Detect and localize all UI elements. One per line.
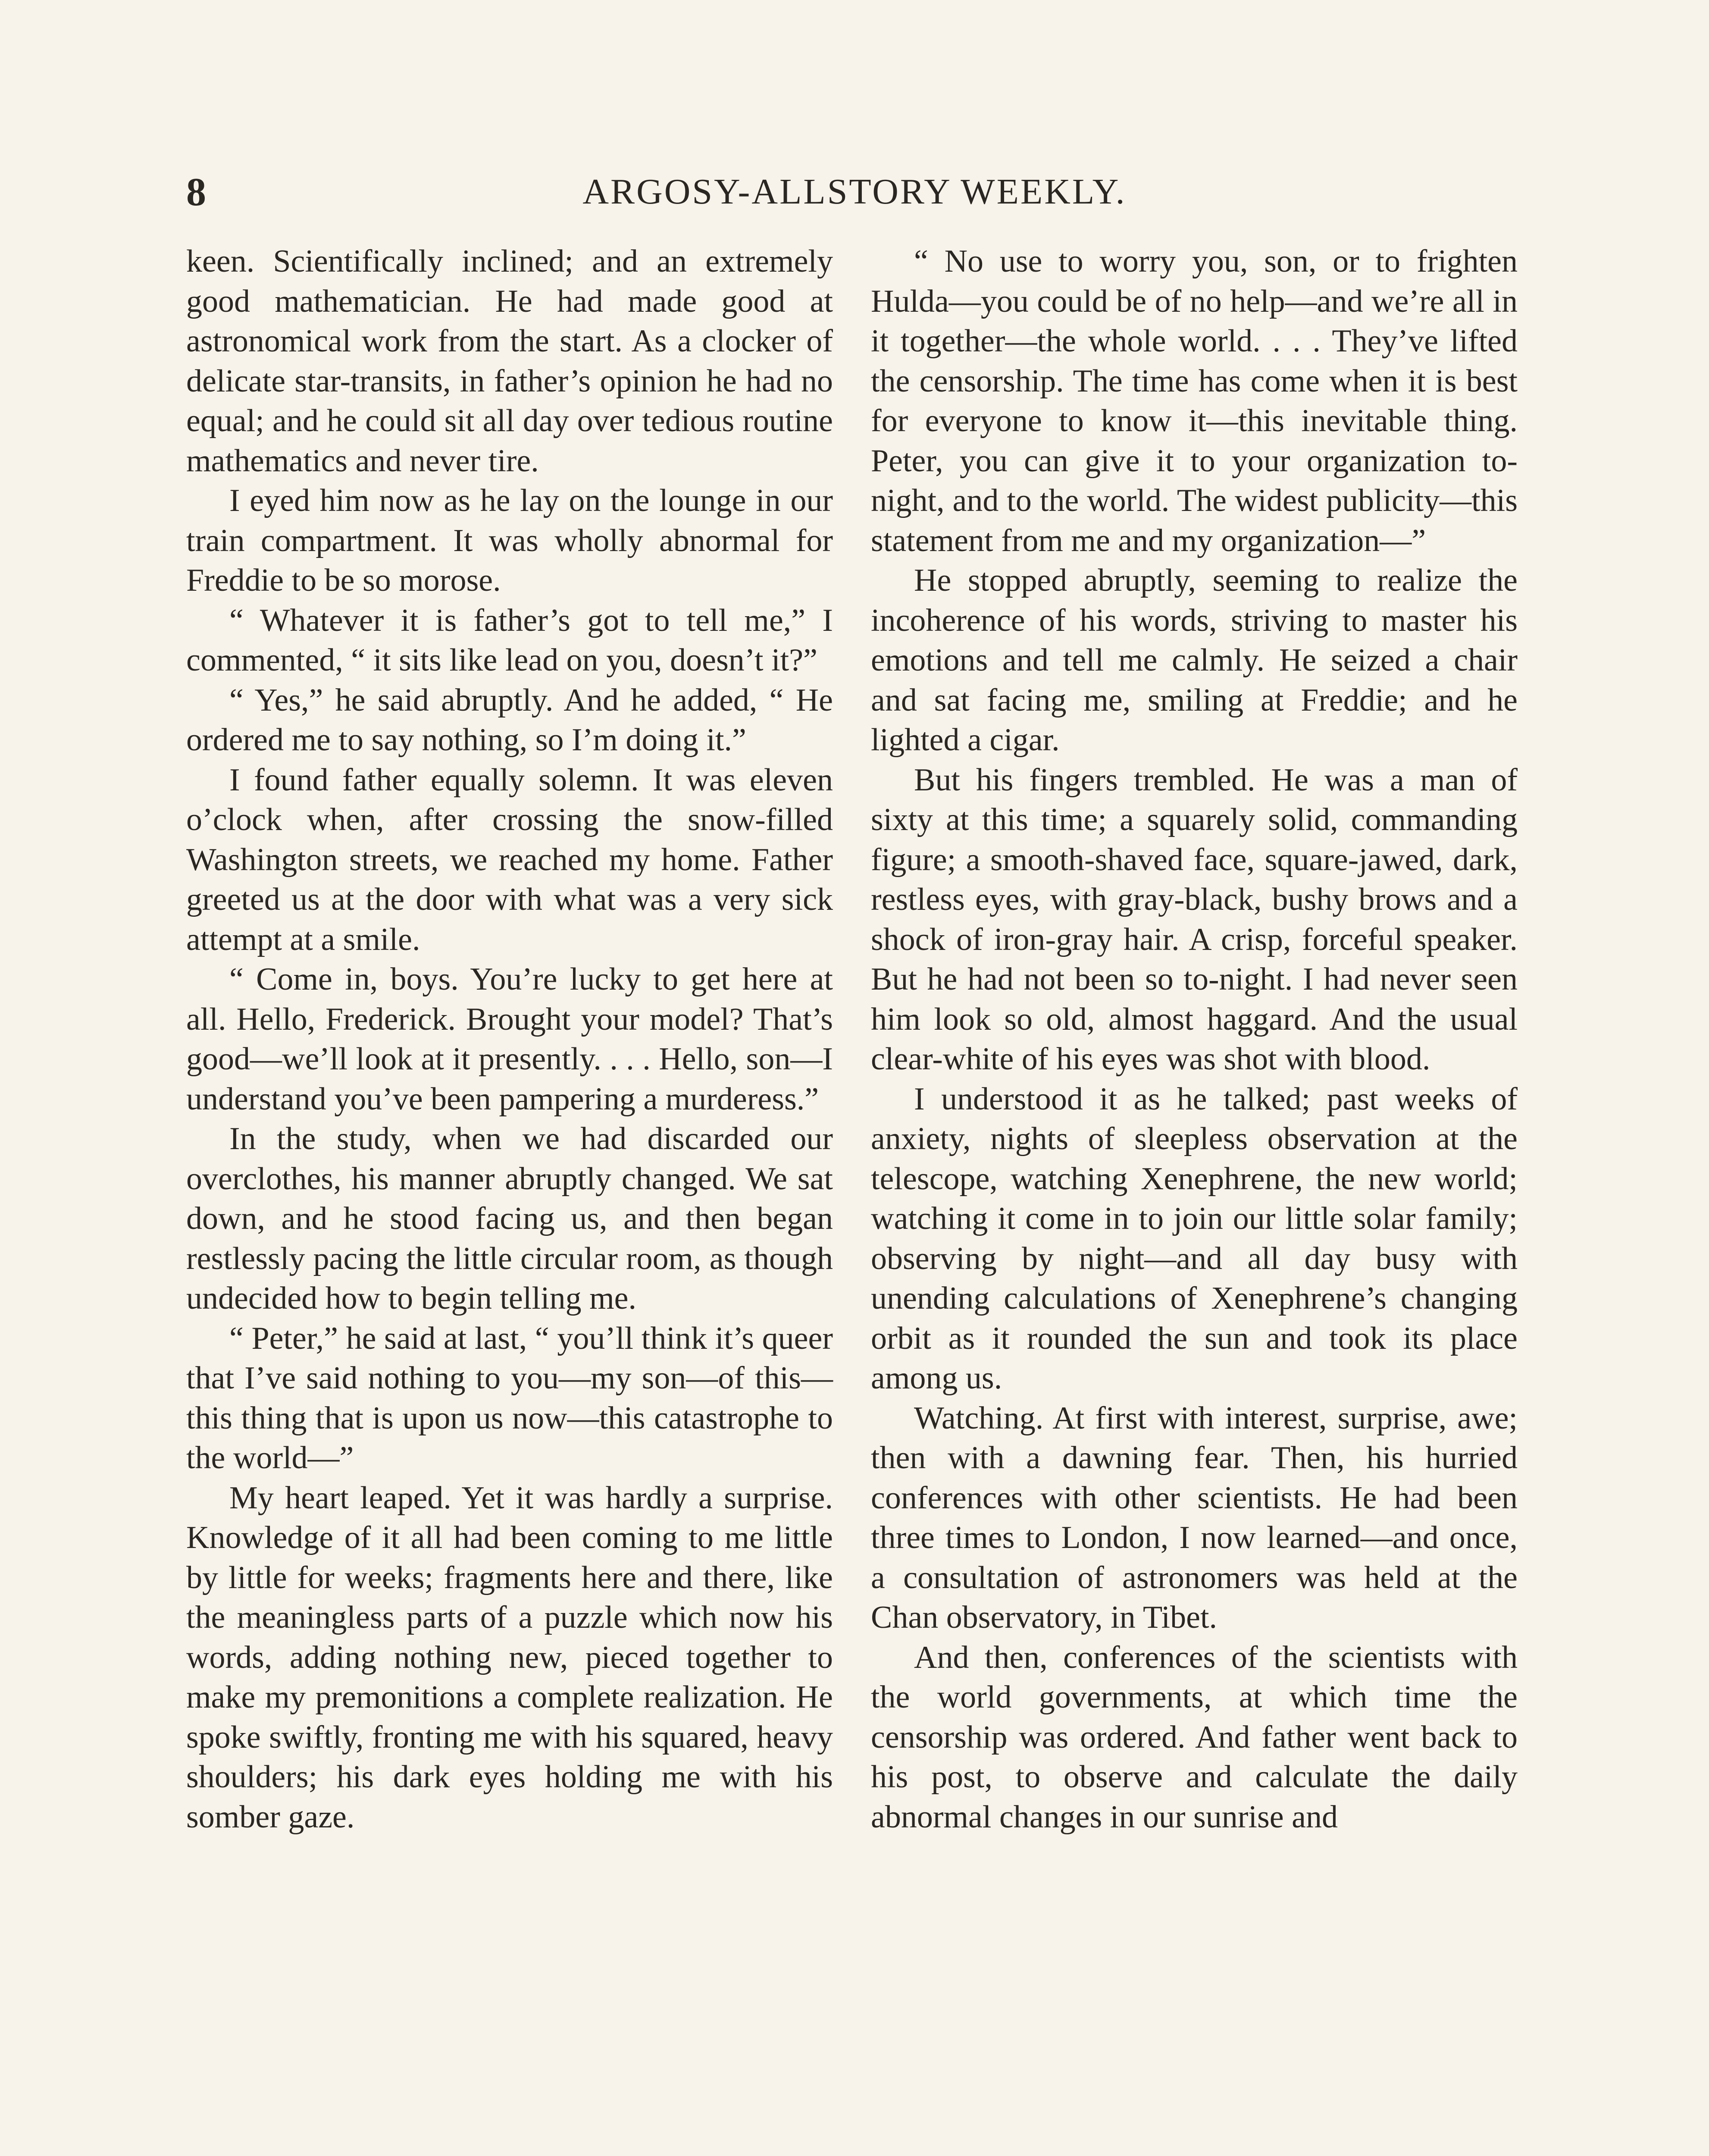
paragraph: “ Whatever it is father’s got to tell me,” I commented, “ it sits like lead on you, doesn’t it?”	[186, 602, 833, 678]
paragraph: My heart leaped. Yet it was hardly a surprise. Knowledge of it all had been coming to me little by little for weeks; fragments here and there, like the meaningless parts of a puzzle which now his words, adding nothing new, pieced together to make my premonitions a complete realization. He spoke swiftly, fronting me with his squared, heavy shoulders; his dark eyes holding me with his somber gaze.	[186, 1480, 833, 1835]
paragraph: Watching. At first with interest, surprise, awe; then with a dawning fear. Then, his hurried conferences with other scientists. He had been three times to London, I now learned—and once, a consultation of astronomers was held at the Chan observatory, in Tibet.	[871, 1400, 1518, 1635]
page-number: 8	[186, 170, 206, 214]
paragraph: “ Come in, boys. You’re lucky to get here at all. Hello, Frederick. Brought your model? That’s good—we’ll look at it presently. . . . Hello, son—I understand you’ve been pampering a murderess.”	[186, 962, 833, 1117]
paragraph: But his fingers trembled. He was a man of sixty at this time; a squarely solid, commanding figure; a smooth-shaved face, square-jawed, dark, restless eyes, with gray-black, bushy brows and a shock of iron-gray hair. A crisp, forceful speaker. But he had not been so to-night. I had never seen him look so old, almost haggard. And the usual clear-white of his eyes was shot with blood.	[871, 762, 1518, 1077]
paragraph: “ No use to worry you, son, or to frighten Hulda—you could be of no help—and we’re all in it together—the whole world. . . . They’ve lifted the censorship. The time has come when it is best for everyone to know it—this inevitable thing. Peter, you can give it to your organization to-night, and to the world. The widest publicity—this statement from me and my organization—”	[871, 244, 1518, 558]
running-title: ARGOSY-ALLSTORY WEEKLY.	[582, 172, 1127, 212]
page-header	[186, 164, 1523, 224]
paragraph: “ Yes,” he said abruptly. And he added, “ He ordered me to say nothing, so I’m doing it.”	[186, 682, 833, 758]
paragraph: I found father equally solemn. It was eleven o’clock when, after crossing the snow-filled Washington streets, we reached my home. Father greeted us at the door with what was a very sick attempt at a smile.	[186, 762, 833, 957]
paragraph: And then, conferences of the scientists with the world governments, at which time the censorship was ordered. And father went back to his post, to observe and calculate the daily abnormal changes in our sunrise and	[871, 1639, 1518, 1835]
paragraph: “ Peter,” he said at last, “ you’ll think it’s queer that I’ve said nothing to you—my son—of this—this thing that is upon us now—this catastrophe to the world—”	[186, 1320, 833, 1476]
paragraph: I eyed him now as he lay on the lounge in our train compartment. It was wholly abnormal for Freddie to be so morose.	[186, 483, 833, 598]
paragraph: In the study, when we had discarded our overclothes, his manner abruptly changed. We sat down, and he stood facing us, and then began restlessly pacing the little circular room, as though undecided how to begin telling me.	[186, 1121, 833, 1316]
paragraph: He stopped abruptly, seeming to realize the incoherence of his words, striving to master his emotions and tell me calmly. He seized a chair and sat facing me, smiling at Freddie; and he lighted a cigar.	[871, 563, 1518, 758]
left-column	[186, 241, 833, 1837]
right-column	[871, 241, 1518, 1837]
paragraph: I understood it as he talked; past weeks of anxiety, nights of sleepless observation at the telescope, watching Xenephrene, the new world; watching it come in to join our little solar family; observing by night—and all day busy with unending calculations of Xenephrene’s changing orbit as it rounded the sun and took its place among us.	[871, 1081, 1518, 1396]
paragraph: keen. Scientifically inclined; and an extremely good mathematician. He had made good at astronomical work from the start. As a clocker of delicate star-transits, in father’s opinion he had no equal; and he could sit all day over tedious routine mathematics and never tire.	[186, 244, 833, 479]
